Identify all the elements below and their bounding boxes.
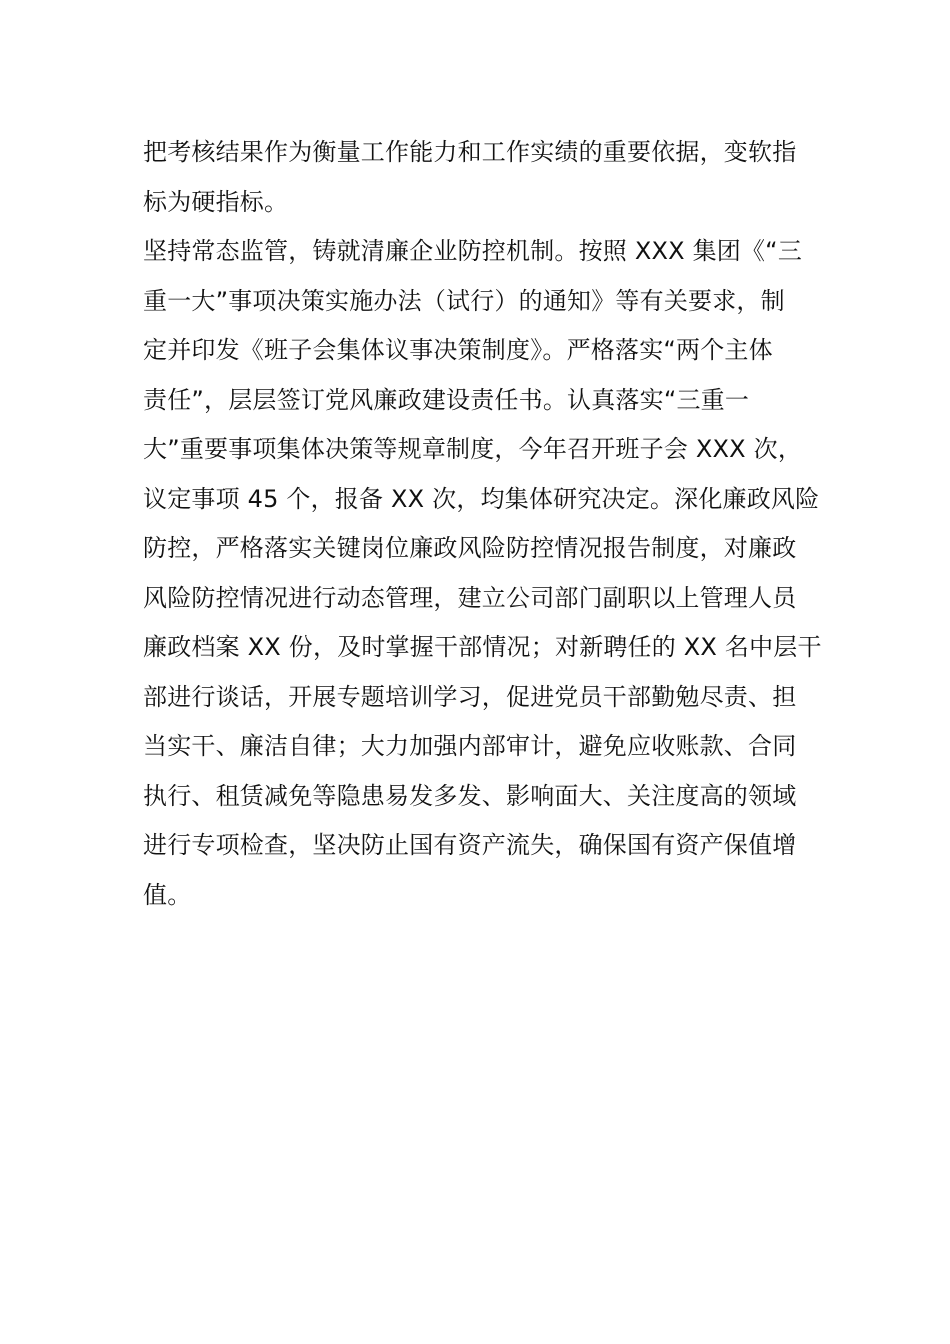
text-line: 责任”，层层签订党风廉政建设责任书。认真落实“三重一 [143, 385, 750, 414]
text-line: 风险防控情况进行动态管理，建立公司部门副职以上管理人员 [143, 583, 797, 612]
paragraph-supervision [143, 227, 822, 920]
text-line: 当实干、廉洁自律；大力加强内部审计，避免应收账款、合同 [143, 732, 797, 760]
text-line: 把考核结果作为衡量工作能力和工作实绩的重要依据，变软指 [143, 138, 797, 166]
paragraph-assessment [143, 128, 808, 227]
text-line: 重一大”事项决策实施办法（试行）的通知》等有关要求，制 [143, 286, 785, 315]
text-line: 定并印发《班子会集体议事决策制度》。严格落实“两个主体 [143, 336, 773, 364]
text-line: 防控，严格落实关键岗位廉政风险防控情况报告制度，对廉政 [143, 534, 797, 562]
text-line: 议定事项 45 个，报备 XX 次，均集体研究决定。深化廉政风险 [143, 484, 820, 513]
text-line: 值。 [143, 880, 192, 909]
document-body [143, 128, 822, 920]
text-line: 坚持常态监管，铸就清廉企业防控机制。按照 XXX 集团《“三 [143, 237, 803, 265]
text-line: 进行专项检查，坚决防止国有资产流失，确保国有资产保值增 [143, 831, 797, 859]
text-line: 大”重要事项集体决策等规章制度，今年召开班子会 XXX 次， [143, 435, 803, 463]
text-line: 部进行谈话，开展专题培训学习，促进党员干部勤勉尽责、担 [143, 682, 797, 711]
text-line: 廉政档案 XX 份，及时掌握干部情况；对新聘任的 XX 名中层干 [143, 633, 822, 661]
text-line: 标为硬指标。 [143, 187, 289, 216]
text-line: 执行、租赁减免等隐患易发多发、影响面大、关注度高的领域 [143, 781, 797, 810]
